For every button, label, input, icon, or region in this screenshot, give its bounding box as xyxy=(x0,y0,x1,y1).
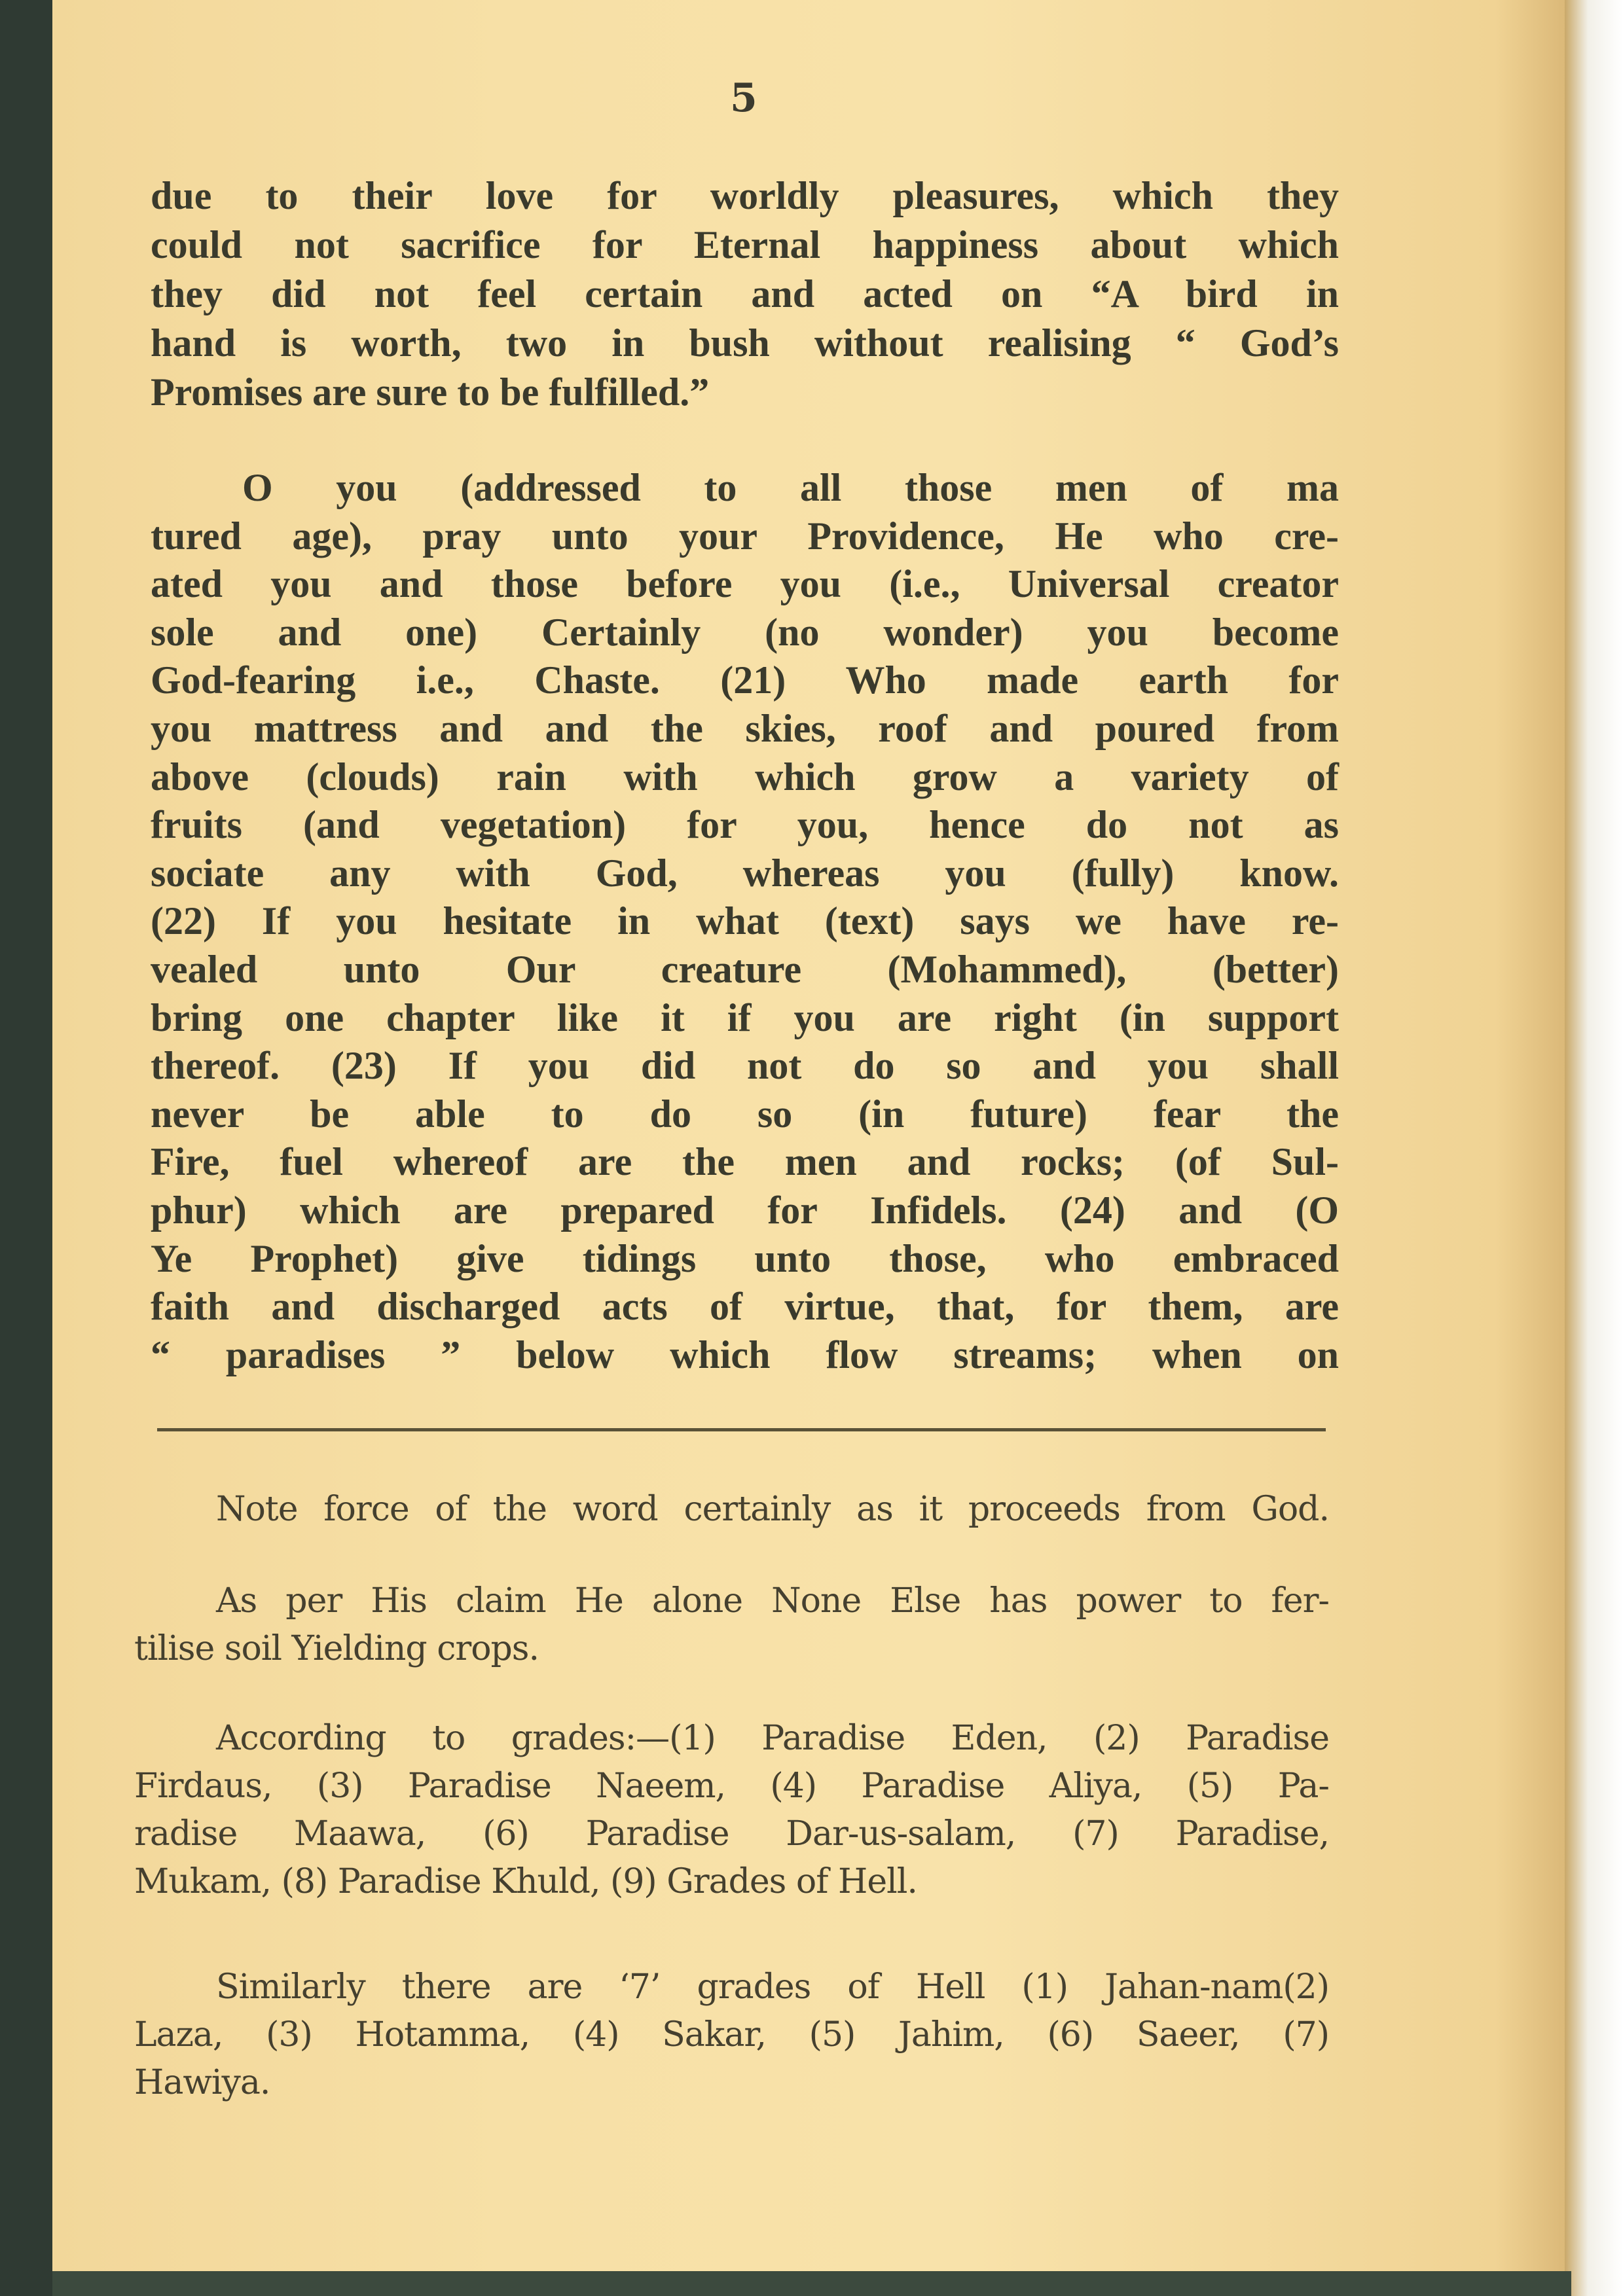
text-line: sociate any with God, whereas you (fully) know. xyxy=(151,851,1339,895)
text-line: Note force of the word certainly as it proceeds from God. xyxy=(216,1490,1329,1529)
text-line: Firdaus, (3) Paradise Naeem, (4) Paradise Aliya, (5) Pa- xyxy=(134,1767,1329,1806)
text-line: sole and one) Certainly (no wonder) you become xyxy=(151,610,1339,654)
text-line: Similarly there are ‘7’ grades of Hell (1) Jahan-nam(2) xyxy=(216,1967,1329,2007)
text-line: “ paradises ” below which flow streams; when on xyxy=(151,1333,1339,1376)
text-line: could not sacrifice for Eternal happiness about which xyxy=(151,223,1339,266)
text-line: As per His claim He alone None Else has power to fer- xyxy=(216,1581,1329,1621)
text-line: According to grades:—(1) Paradise Eden, (2) Paradise xyxy=(216,1719,1329,1758)
text-line: Fire, fuel whereof are the men and rocks; (of Sul- xyxy=(151,1140,1339,1184)
text-line: (22) If you hesitate in what (text) says we have re- xyxy=(151,899,1339,943)
text-line: you mattress and and the skies, roof and poured from xyxy=(151,707,1339,750)
text-line: God-fearing i.e., Chaste. (21) Who made earth for xyxy=(151,658,1339,702)
text-line: radise Maawa, (6) Paradise Dar-us-salam, (7) Paradise, xyxy=(134,1814,1329,1854)
text-line: Ye Prophet) give tidings unto those, who embraced xyxy=(151,1236,1339,1280)
text-line: due to their love for worldly pleasures, which they xyxy=(151,174,1339,217)
text-line: Promises are sure to be fulfilled.” xyxy=(151,370,710,414)
text-line: Laza, (3) Hotamma, (4) Sakar, (5) Jahim, (6) Saeer, (7) xyxy=(134,2015,1329,2054)
text-line: O you (addressed to all those men of ma xyxy=(242,466,1339,509)
text-line: tilise soil Yielding crops. xyxy=(134,1629,539,1668)
text-line: hand is worth, two in bush without realising “ God’s xyxy=(151,321,1339,365)
text-line: they did not feel certain and acted on “A bird in xyxy=(151,272,1339,315)
text-line: faith and discharged acts of virtue, that, for them, are xyxy=(151,1285,1339,1329)
text-line: never be able to do so (in future) fear the xyxy=(151,1092,1339,1136)
text-line: Hawiya. xyxy=(134,2063,270,2102)
text-line: Mukam, (8) Paradise Khuld, (9) Grades of Hell. xyxy=(134,1862,917,1901)
text-line: bring one chapter like it if you are right (in support xyxy=(151,996,1339,1039)
footnote-separator xyxy=(157,1428,1326,1431)
text-line: thereof. (23) If you did not do so and you shall xyxy=(151,1044,1339,1088)
text-line: tured age), pray unto your Providence, He who cre- xyxy=(151,514,1339,558)
text-line: fruits (and vegetation) for you, hence do not as xyxy=(151,803,1339,847)
page-bottom-border xyxy=(52,2271,1571,2296)
page-edge xyxy=(1565,0,1623,2296)
text-line: phur) which are prepared for Infidels. (24) and (O xyxy=(151,1189,1339,1232)
text-line: vealed unto Our creature (Mohammed), (better) xyxy=(151,948,1339,991)
page-number: 5 xyxy=(730,75,757,121)
text-line: above (clouds) rain with which grow a variety of xyxy=(151,755,1339,798)
text-line: ated you and those before you (i.e., Universal creator xyxy=(151,562,1339,606)
